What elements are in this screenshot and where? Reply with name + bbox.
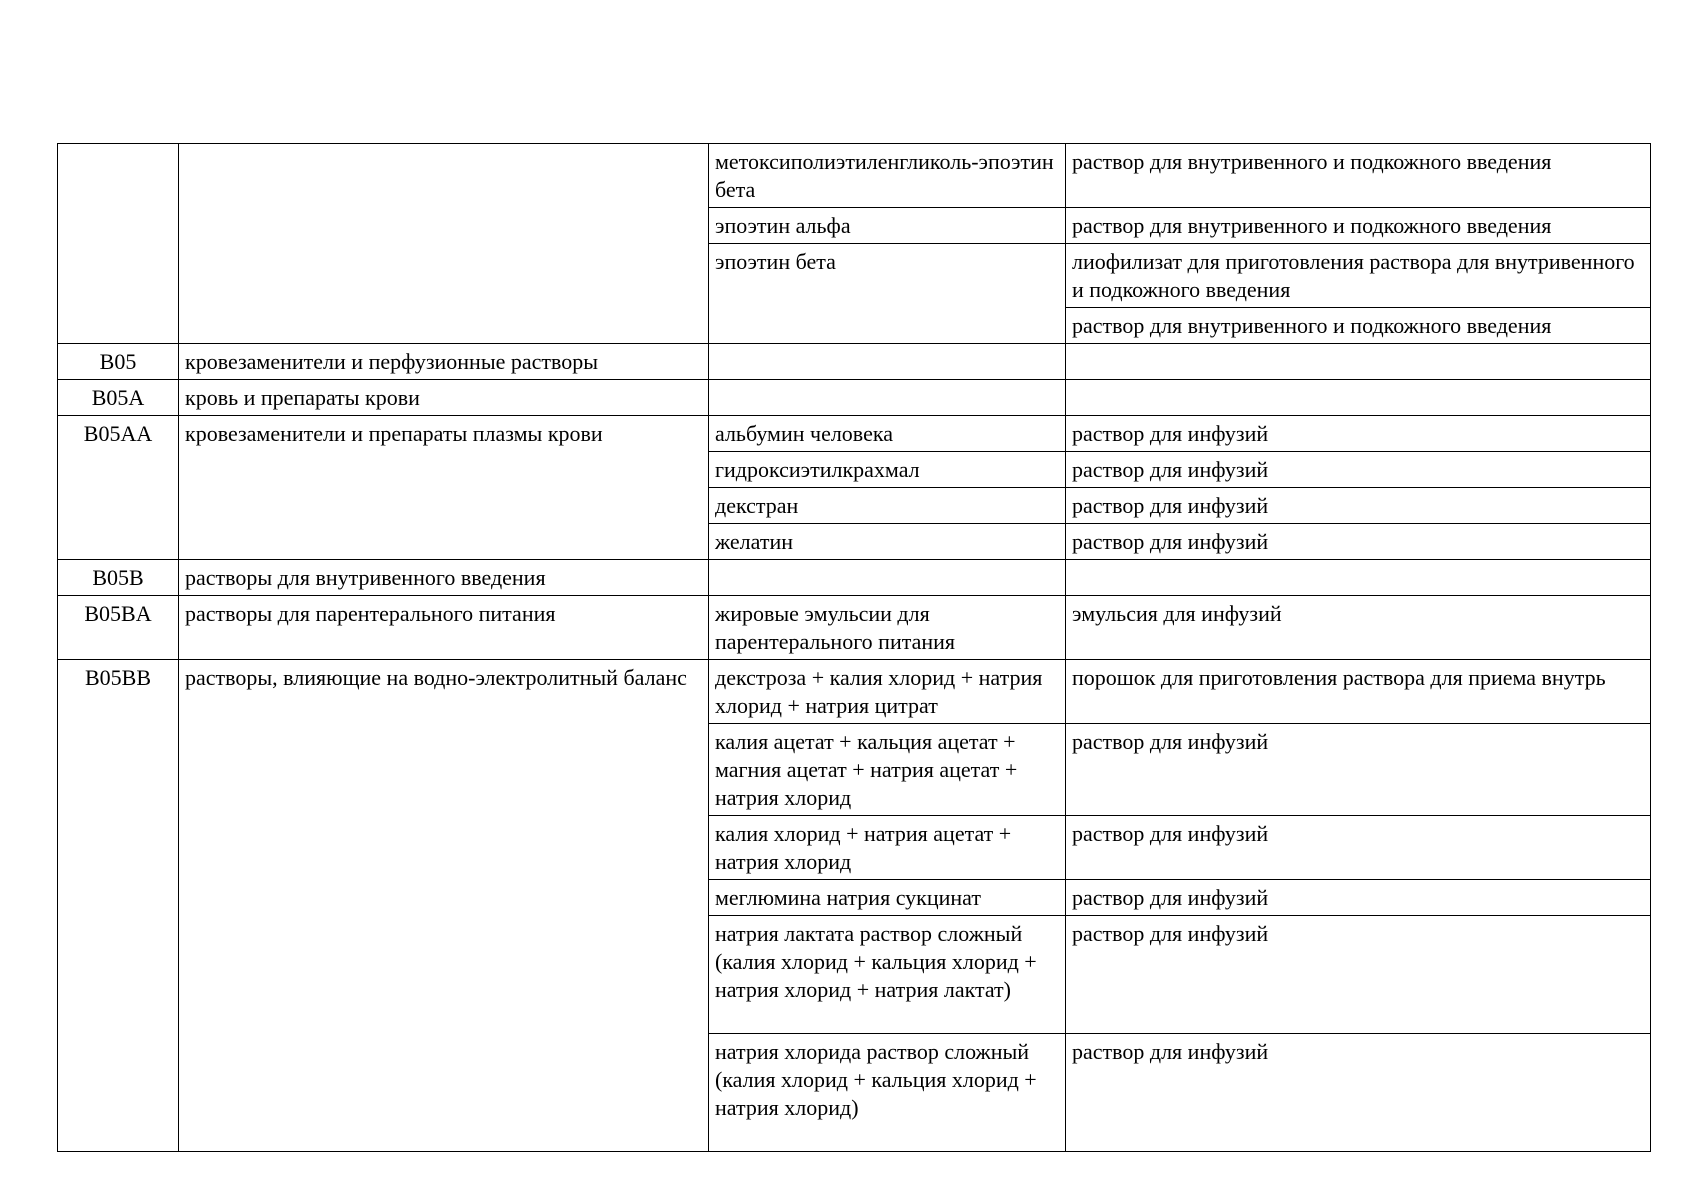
dosage-form-cell: раствор для инфузий xyxy=(1066,880,1651,916)
dosage-form-cell: раствор для инфузий xyxy=(1066,1034,1651,1152)
dosage-form-cell xyxy=(1066,560,1651,596)
drug-name-cell: желатин xyxy=(709,524,1066,560)
drug-name-cell xyxy=(709,380,1066,416)
dosage-form-cell xyxy=(1066,380,1651,416)
drug-name-cell: эпоэтин альфа xyxy=(709,208,1066,244)
atc-code-cell: B05BB xyxy=(58,660,179,1152)
dosage-form-cell: эмульсия для инфузий xyxy=(1066,596,1651,660)
atc-code-cell: B05B xyxy=(58,560,179,596)
drug-name-cell: альбумин человека xyxy=(709,416,1066,452)
drug-name-cell: декстроза + калия хлорид + натрия хлорид + натрия цитрат xyxy=(709,660,1066,724)
group-name-cell xyxy=(179,144,709,344)
dosage-form-cell xyxy=(1066,344,1651,380)
drug-name-cell: гидроксиэтилкрахмал xyxy=(709,452,1066,488)
drug-name-cell: декстран xyxy=(709,488,1066,524)
dosage-form-cell: раствор для внутривенного и подкожного введения xyxy=(1066,144,1651,208)
drug-name-cell: калия ацетат + кальция ацетат + магния ацетат + натрия ацетат + натрия хлорид xyxy=(709,724,1066,816)
dosage-form-cell: раствор для инфузий xyxy=(1066,816,1651,880)
dosage-form-cell: раствор для инфузий xyxy=(1066,452,1651,488)
table-row xyxy=(58,344,1651,380)
drug-name-cell: метоксиполиэтиленгликоль-эпоэтин бета xyxy=(709,144,1066,208)
table-row xyxy=(58,380,1651,416)
dosage-form-cell: порошок для приготовления раствора для приема внутрь xyxy=(1066,660,1651,724)
group-name-cell: кровь и препараты крови xyxy=(179,380,709,416)
drug-name-cell: натрия лактата раствор сложный (калия хлорид + кальция хлорид + натрия хлорид + натрия лактат) xyxy=(709,916,1066,1034)
dosage-form-cell: раствор для инфузий xyxy=(1066,488,1651,524)
drug-name-cell xyxy=(709,560,1066,596)
table-row xyxy=(58,560,1651,596)
dosage-form-cell: раствор для внутривенного и подкожного введения xyxy=(1066,208,1651,244)
group-name-cell: растворы, влияющие на водно-электролитный баланс xyxy=(179,660,709,1152)
table-row xyxy=(58,596,1651,660)
group-name-cell: кровезаменители и перфузионные растворы xyxy=(179,344,709,380)
dosage-form-cell: раствор для инфузий xyxy=(1066,916,1651,1034)
table-row xyxy=(58,416,1651,452)
drug-name-cell xyxy=(709,344,1066,380)
group-name-cell: растворы для внутривенного введения xyxy=(179,560,709,596)
dosage-form-cell: раствор для внутривенного и подкожного введения xyxy=(1066,308,1651,344)
drug-name-cell: натрия хлорида раствор сложный (калия хлорид + кальция хлорид + натрия хлорид) xyxy=(709,1034,1066,1152)
dosage-form-cell: раствор для инфузий xyxy=(1066,524,1651,560)
group-name-cell: кровезаменители и препараты плазмы крови xyxy=(179,416,709,560)
drug-name-cell: жировые эмульсии для парентерального питания xyxy=(709,596,1066,660)
table-row xyxy=(58,144,1651,208)
table-row xyxy=(58,660,1651,724)
drug-name-cell: калия хлорид + натрия ацетат + натрия хлорид xyxy=(709,816,1066,880)
drug-name-cell: меглюмина натрия сукцинат xyxy=(709,880,1066,916)
dosage-form-cell: лиофилизат для приготовления раствора для внутривенного и подкожного введения xyxy=(1066,244,1651,308)
drug-name-cell: эпоэтин бета xyxy=(709,244,1066,344)
group-name-cell: растворы для парентерального питания xyxy=(179,596,709,660)
atc-code-cell: B05 xyxy=(58,344,179,380)
dosage-form-cell: раствор для инфузий xyxy=(1066,724,1651,816)
atc-code-cell: B05BA xyxy=(58,596,179,660)
atc-code-cell: B05A xyxy=(58,380,179,416)
atc-code-cell: B05AA xyxy=(58,416,179,560)
drug-table xyxy=(57,143,1651,1152)
dosage-form-cell: раствор для инфузий xyxy=(1066,416,1651,452)
atc-code-cell xyxy=(58,144,179,344)
